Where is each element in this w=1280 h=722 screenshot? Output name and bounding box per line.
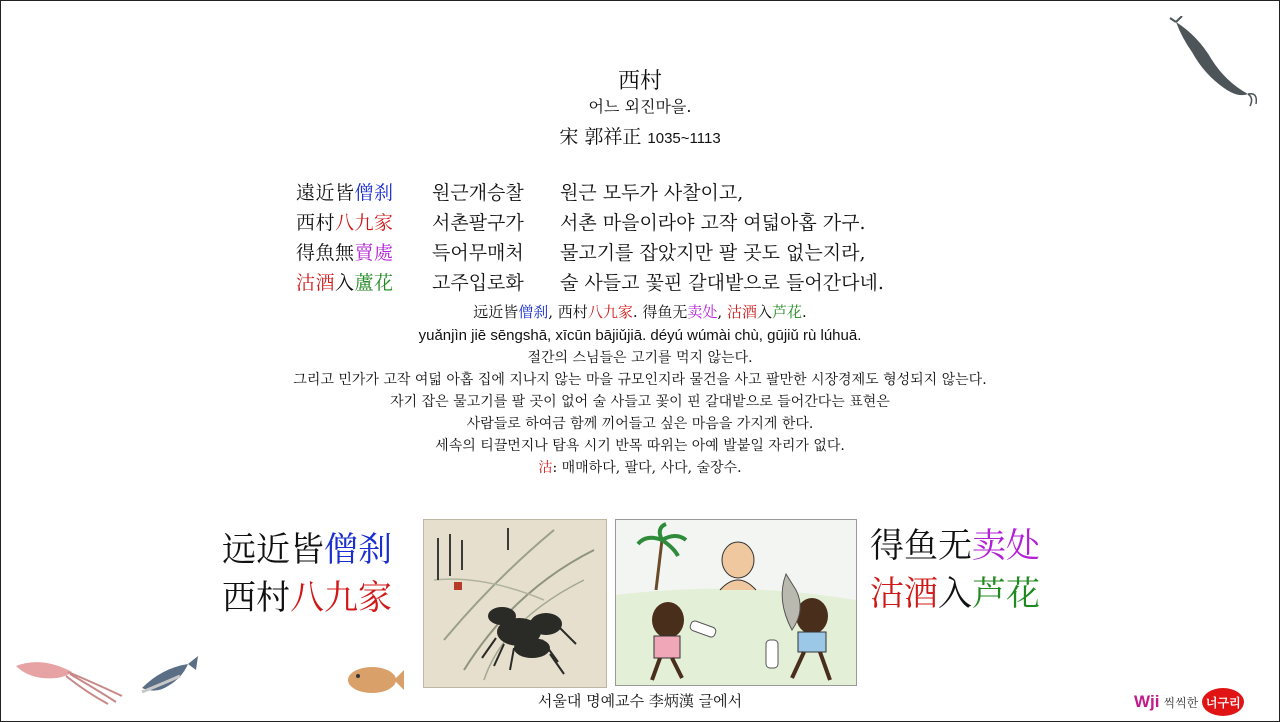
poem-hanja: 沽酒入蘆花 — [296, 272, 394, 294]
squid-icon — [12, 652, 132, 706]
big-line: 得鱼无卖处 — [870, 526, 1040, 566]
poem-line — [296, 178, 884, 208]
poem-line — [296, 238, 884, 268]
explanation — [0, 347, 1280, 479]
big-line: 沽酒入芦花 — [870, 574, 1040, 614]
logo-mark: Wji — [1134, 692, 1160, 711]
big-poem-left — [222, 526, 392, 622]
poem-translation: 서촌 마을이라야 고작 여덟아홉 가구. — [560, 212, 866, 234]
poem-reading: 득어무매처 — [432, 242, 524, 264]
poem-translation: 술 사들고 꽃핀 갈대밭으로 들어간다네. — [560, 272, 884, 294]
catfish-icon — [1168, 16, 1258, 108]
poem-reading: 원근개승찰 — [432, 182, 524, 204]
source-caption: 서울대 명예교수 李炳漢 글에서 — [537, 692, 743, 710]
simplified-poem: 远近皆僧刹, 西村八九家. 得鱼无卖处, 沽酒入芦花. — [473, 303, 807, 321]
explanation-line: 자기 잡은 물고기를 팔 곳이 없어 술 사들고 꽃이 핀 갈대밭으로 들어간다는 표현은 — [390, 394, 890, 410]
big-poem-right — [870, 522, 1040, 618]
poem-title: 西村 — [617, 69, 662, 94]
explanation-line: 절간의 스님들은 고기를 먹지 않는다. — [527, 350, 753, 366]
author-years: 1035~1113 — [647, 130, 721, 147]
poem-reading: 고주입로화 — [432, 272, 524, 294]
poem-hanja: 遠近皆僧刹 — [296, 182, 394, 204]
big-line: 远近皆僧刹 — [222, 530, 392, 570]
note-line: 沽: 매매하다, 팔다, 사다, 술장수. — [538, 460, 742, 476]
author-name: 宋 郭祥正 — [559, 126, 642, 148]
brand-logo — [1134, 688, 1244, 716]
flatfish-icon — [344, 660, 406, 700]
poem-hanja: 得魚無賣處 — [296, 242, 394, 264]
pinyin-line: yuǎnjìn jiē sēngshā, xīcūn bājiǔjiā. déyú wúmài chù, gūjiǔ rù lúhuā. — [418, 327, 862, 344]
poem-subtitle: 어느 외진마을. — [588, 97, 692, 116]
poem-reading: 서촌팔구가 — [432, 212, 524, 234]
poem-line — [296, 268, 884, 298]
poem-body — [296, 178, 884, 298]
tuna-icon — [138, 654, 200, 700]
crab-painting-art — [424, 520, 606, 687]
explanation-line: 사람들로 하여금 함께 끼어들고 싶은 마음을 가지게 한다. — [466, 416, 814, 432]
poem-hanja: 西村八九家 — [296, 212, 394, 234]
poem-author — [0, 122, 1280, 149]
poem-translation: 원근 모두가 사찰이고, — [560, 182, 744, 204]
explanation-line: 그리고 민가가 고작 여덟 아홉 집에 지나지 않는 마을 규모인지라 물건을 사고 팔만한 시장경제도 형성되지 않는다. — [293, 372, 987, 388]
cartoon-illustration — [615, 519, 857, 686]
poem-translation: 물고기를 잡았지만 팔 곳도 없는지라, — [560, 242, 866, 264]
cartoon-art — [616, 520, 856, 685]
explanation-line: 세속의 티끌먼지나 탐욕 시기 반목 따위는 아예 발붙일 자리가 없다. — [435, 438, 845, 454]
crab-painting — [423, 519, 607, 688]
big-line: 西村八九家 — [222, 578, 392, 618]
poem-line — [296, 208, 884, 238]
logo-sub: 씩씩한 — [1163, 695, 1199, 710]
logo-badge: 너구리 — [1202, 688, 1244, 716]
